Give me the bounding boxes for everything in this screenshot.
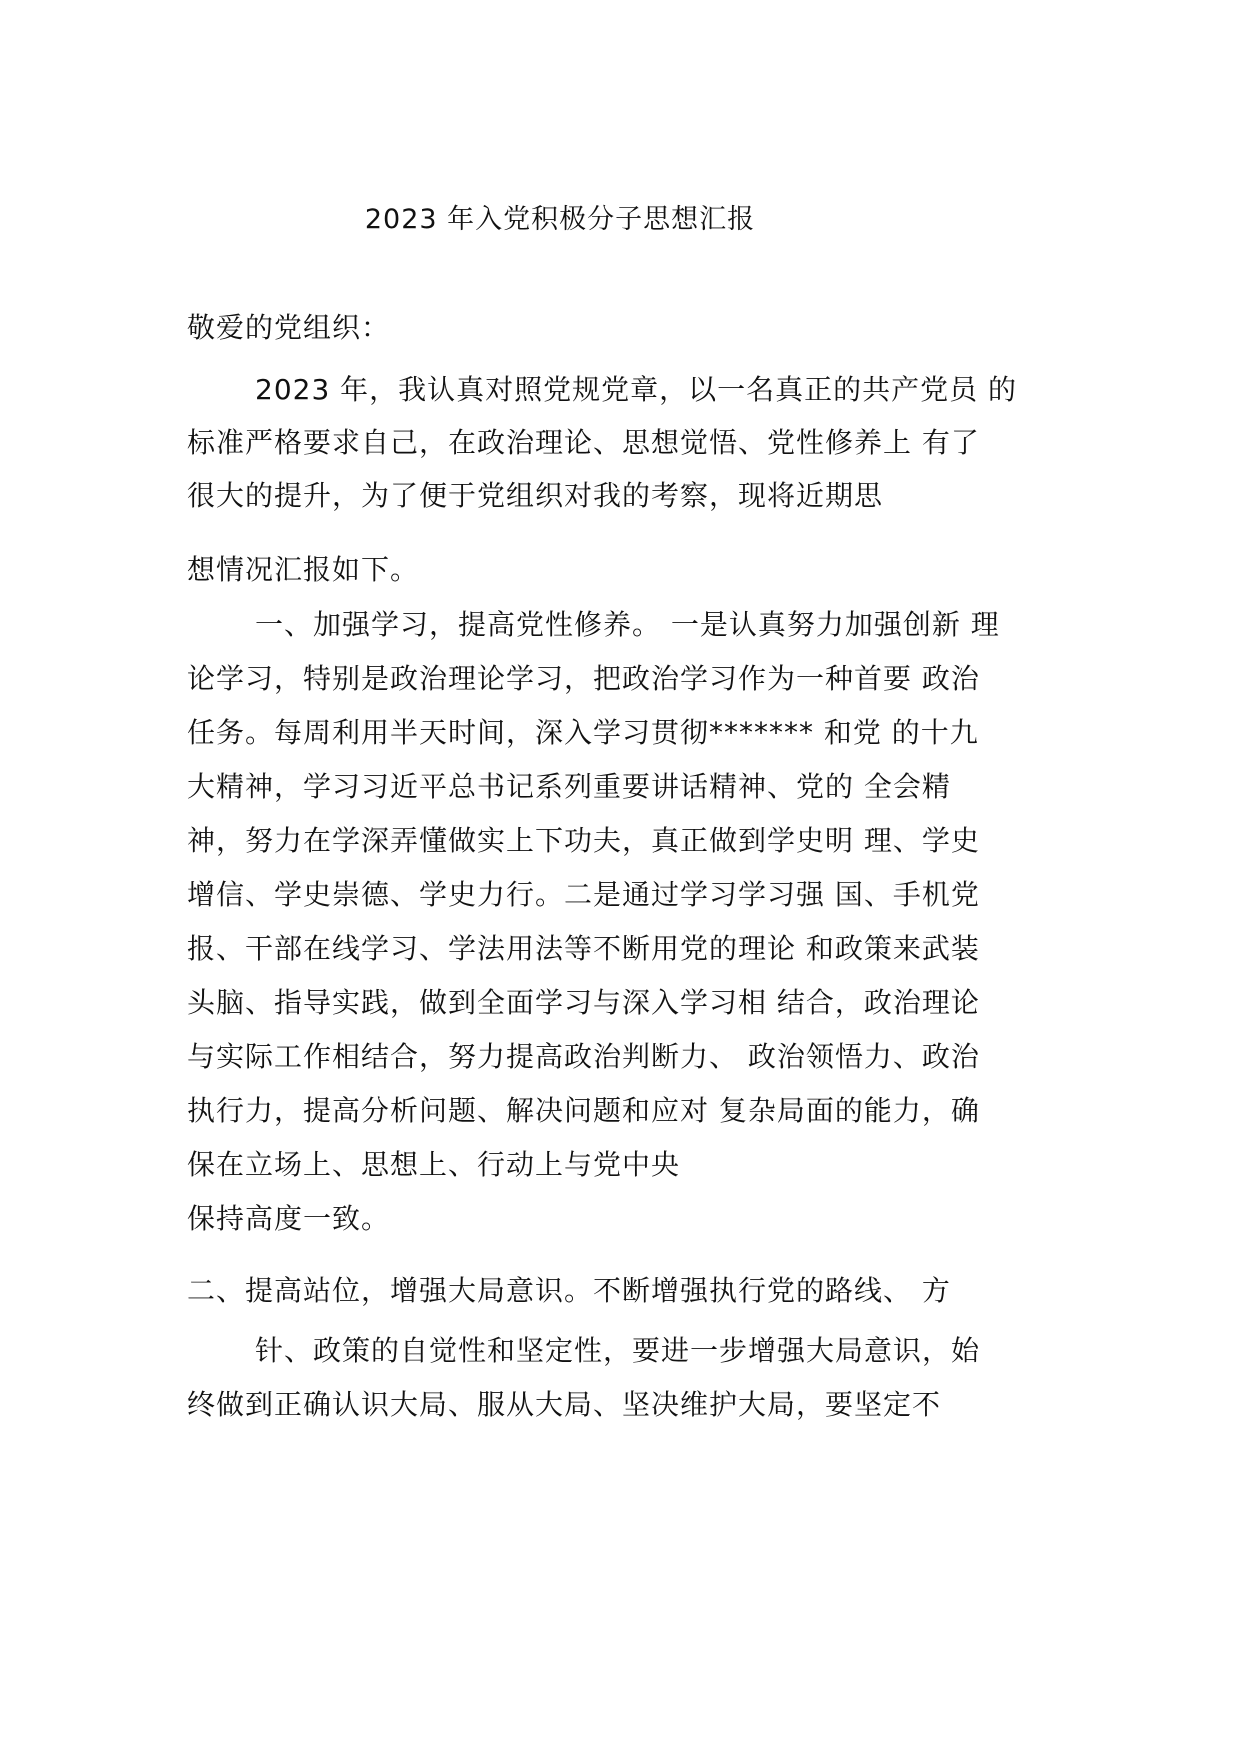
paragraph-line: 大精神，学习习近平总书记系列重要讲话精神、党的 全会精 [187, 770, 951, 803]
salutation: 敬爱的党组织： [187, 311, 391, 344]
paragraph-line: 保持高度一致。 [187, 1202, 391, 1235]
paragraph-line: 终做到正确认识大局、服从大局、坚决维护大局，要坚定不 [187, 1388, 942, 1421]
paragraph-line: 很大的提升，为了便于党组织对我的考察，现将近期思 [187, 479, 884, 512]
paragraph-line: 保在立场上、思想上、行动上与党中央 [187, 1148, 681, 1181]
section-heading-line: 一、加强学习，提高党性修养。 一是认真努力加强创新 理 [255, 608, 1000, 641]
paragraph-line: 标准严格要求自己，在政治理论、思想觉悟、党性修养上 有了 [187, 426, 980, 459]
paragraph-line: 头脑、指导实践，做到全面学习与深入学习相 结合，政治理论 [187, 986, 980, 1019]
paragraph-line: 任务。每周利用半天时间，深入学习贯彻******* 和党 的十九 [187, 716, 979, 749]
paragraph-line: 针、政策的自觉性和坚定性，要进一步增强大局意识，始 [255, 1334, 981, 1367]
section-heading-line: 二、提高站位，增强大局意识。不断增强执行党的路线、 方 [187, 1274, 951, 1307]
paragraph-line: 报、干部在线学习、学法用法等不断用党的理论 和政策来武装 [187, 932, 980, 965]
paragraph-line: 2023 年，我认真对照党规党章，以一名真正的共产党员 的 [255, 373, 1018, 406]
paragraph-line: 想情况汇报如下。 [187, 553, 420, 586]
paragraph-line: 神，努力在学深弄懂做实上下功夫，真正做到学史明 理、学史 [187, 824, 980, 857]
paragraph-line: 增信、学史崇德、学史力行。二是通过学习学习强 国、手机党 [187, 878, 980, 911]
document-title: 2023 年入党积极分子思想汇报 [364, 204, 756, 235]
paragraph-line: 与实际工作相结合，努力提高政治判断力、 政治领悟力、政治 [187, 1040, 980, 1073]
paragraph-line: 论学习，特别是政治理论学习，把政治学习作为一种首要 政治 [187, 662, 980, 695]
paragraph-line: 执行力，提高分析问题、解决问题和应对 复杂局面的能力，确 [187, 1094, 980, 1127]
